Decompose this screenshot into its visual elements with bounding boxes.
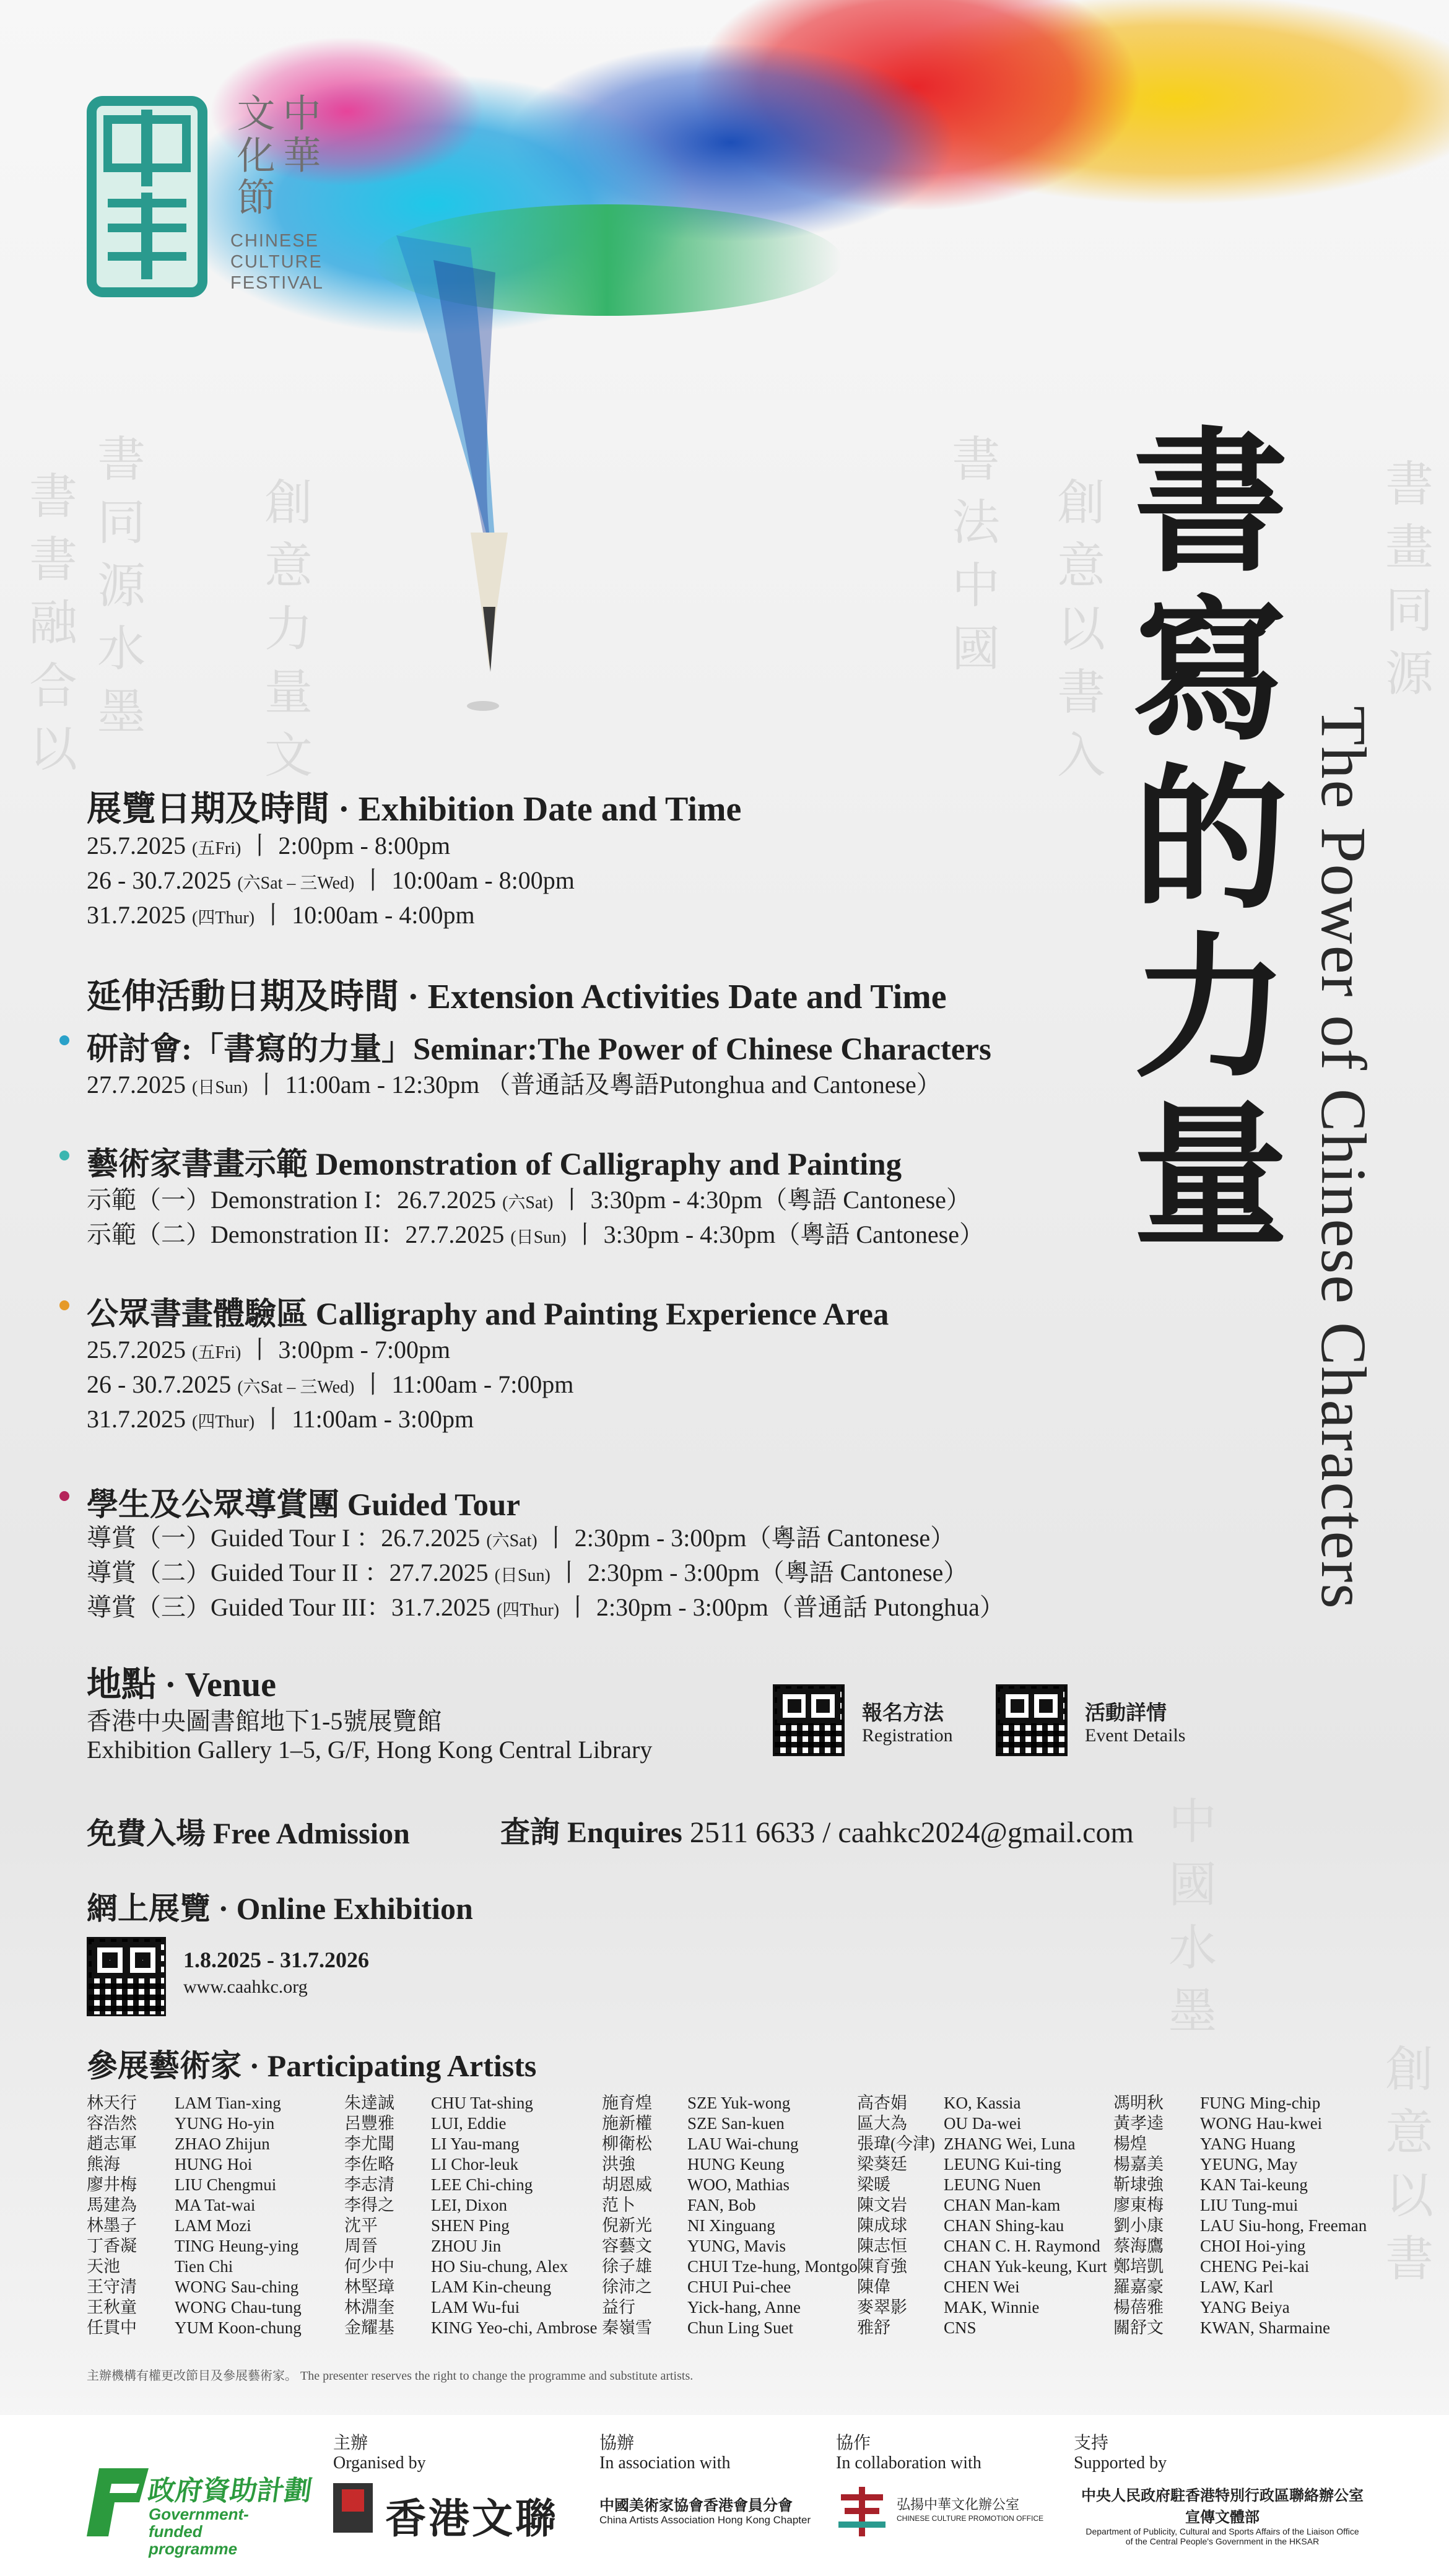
artist-column-cn: 朱達誠 呂豐雅 李尤聞 李佐略 李志清 李得之 沈平 周晉 何少中 林堅璋 林淵奎 金耀基 [344, 2094, 394, 2337]
festival-logo-seal [87, 96, 207, 297]
experience-row: 25.7.2025 (五Fri) 丨 3:00pm - 7:00pm [87, 1336, 451, 1364]
tour-title: 學生及公眾導賞團 Guided Tour [87, 1488, 520, 1523]
enquiries-label: 查詢 Enquires [500, 1816, 682, 1849]
main-title-english: The Power of Chinese Characters [1308, 706, 1379, 1610]
online-exhibition-dates: 1.8.2025 - 31.7.2026 [183, 1947, 369, 1972]
venue-english: Exhibition Gallery 1–5, G/F, Hong Kong Central Library [87, 1736, 653, 1764]
exhibition-row: 26 - 30.7.2025 (六Sat – 三Wed) 丨 10:00am - 8:00pm [87, 866, 575, 894]
exhibition-row: 25.7.2025 (五Fri) 丨 2:00pm - 8:00pm [87, 832, 451, 859]
seminar-detail: 27.7.2025 (日Sun) 丨 11:00am - 12:30pm （普通話及粵語Putonghua and Cantonese） [87, 1071, 941, 1099]
disclaimer: 主辦機構有權更改節目及參展藝術家。 The presenter reserves the right to change the programme and substitute artists. [87, 2369, 694, 2383]
seminar-bullet [59, 1035, 69, 1045]
gov-programme-cn: 政府資助計劃 [146, 2476, 314, 2506]
extension-heading: 延伸活動日期及時間 · Extension Activities Date and Time [87, 978, 947, 1016]
collaboration-name-cn: 弘揚中華文化辦公室 [897, 2497, 1020, 2512]
background-glyph-column: 中國水墨 [1162, 1796, 1216, 2048]
demo-row: 示範（一）Demonstration I：26.7.2025 (六Sat) 丨 3:30pm - 4:30pm（粵語 Cantonese） [87, 1186, 971, 1214]
association-label: 協辦 In association with [599, 2434, 731, 2473]
organiser-name: 香港文聯 [385, 2497, 559, 2542]
artists-heading: 參展藝術家 · Participating Artists [87, 2048, 537, 2083]
online-exhibition-qr-code[interactable] [87, 1937, 166, 2016]
enquiries-value[interactable]: 2511 6633 / caahkc2024@gmail.com [689, 1816, 1134, 1849]
association-name-cn: 中國美術家協會香港會員分會 [599, 2498, 793, 2514]
background-glyph-column: 書同源水墨 [90, 433, 144, 749]
experience-title: 公眾書畫體驗區 Calligraphy and Painting Experience Area [87, 1297, 889, 1332]
registration-qr-code[interactable] [773, 1684, 845, 1756]
free-admission: 免費入場 Free Admission [87, 1817, 410, 1850]
experience-row: 26 - 30.7.2025 (六Sat – 三Wed) 丨 11:00am - 7:00pm [87, 1370, 574, 1398]
venue-heading: 地點 · Venue [87, 1666, 276, 1704]
experience-row: 31.7.2025 (四Thur) 丨 11:00am - 3:00pm [87, 1405, 474, 1433]
exhibition-row: 31.7.2025 (四Thur) 丨 10:00am - 4:00pm [87, 901, 475, 929]
demo-title: 藝術家書畫示範 Demonstration of Calligraphy and Painting [87, 1147, 902, 1182]
logo-chinese-text: 中華 文化節 [231, 93, 319, 219]
event-details-qr-code[interactable] [996, 1684, 1068, 1756]
background-glyph-column: 創意力量文 [258, 477, 311, 793]
background-glyph-column: 創意以書 [1378, 2043, 1432, 2296]
artist-column-cn: 馮明秋 黃孝逵 楊煌 楊嘉美 靳埭強 廖東梅 劉小康 蔡海鷹 鄭培凱 羅嘉豪 楊蓓雅 關舒文 [1113, 2094, 1164, 2337]
exhibition-heading: 展覽日期及時間 · Exhibition Date and Time [87, 790, 742, 829]
gov-programme-en: Government-funded programme [149, 2505, 249, 2558]
background-glyph-column: 書畫同源 [1378, 458, 1432, 711]
collaboration-logo-icon [836, 2486, 888, 2538]
association-name-en: China Artists Association Hong Kong Chapter [599, 2514, 811, 2526]
background-glyph-column: 書法中國 [945, 433, 999, 686]
government-funded-logo [80, 2456, 314, 2558]
event-details-label-cn: 活動詳情 [1085, 1702, 1167, 1725]
venue-chinese: 香港中央圖書館地下1-5號展覽館 [87, 1707, 442, 1735]
organiser-mark-icon [333, 2483, 373, 2533]
experience-bullet [59, 1300, 69, 1310]
tour-bullet [59, 1491, 69, 1501]
collaboration-name-en: CHINESE CULTURE PROMOTION OFFICE [897, 2514, 1044, 2523]
artist-column-en: KO, Kassia OU Da-wei ZHANG Wei, Luna LEUNG Kui-ting LEUNG Nuen CHAN Man-kam CHAN Shing-kau CHAN C. H. Raymond CHAN Yuk-keung, Kurt CHEN Wei MAK, Winnie CNS [944, 2094, 1107, 2337]
supporter-block: 中央人民政府駐香港特別行政區聯絡辦公室 宣傳文體部 Department of Publicity, Cultural and Sports Affairs of the Liaison Office of the Central People's Government in the HKSAR [1081, 2488, 1364, 2546]
demo-row: 示範（二）Demonstration II：27.7.2025 (日Sun) 丨 3:30pm - 4:30pm（粵語 Cantonese） [87, 1221, 985, 1248]
online-exhibition-heading: 網上展覽 · Online Exhibition [87, 1891, 473, 1926]
artist-column-en: SZE Yuk-wong SZE San-kuen LAU Wai-chung HUNG Keung WOO, Mathias FAN, Bob NI Xinguang YUNG, Mavis CHUI Tze-hung, Montgo CHUI Pui-chee Yick-hang, Anne Chun Ling Suet [687, 2094, 858, 2337]
registration-label-cn: 報名方法 [862, 1702, 944, 1725]
artist-column-cn: 林天行 容浩然 趙志軍 熊海 廖井梅 馬建為 林墨子 丁香凝 天池 王守清 王秋童 任貫中 [87, 2094, 137, 2337]
registration-label-en: Registration [862, 1725, 953, 1746]
enquiries [500, 1808, 1134, 1851]
tour-row: 導賞（三）Guided Tour III：31.7.2025 (四Thur) 丨 2:30pm - 3:00pm（普通話 Putonghua） [87, 1593, 1004, 1621]
collaboration-label: 協作 In collaboration with [836, 2434, 981, 2473]
artist-column-cn: 高杏娟 區大為 張瑋(今津) 梁葵廷 梁暖 陳文岩 陳成球 陳志恒 陳育強 陳偉 麥翠影 雅舒 [857, 2094, 935, 2337]
event-details-label-en: Event Details [1085, 1725, 1186, 1746]
tour-row: 導賞（一）Guided Tour I ：26.7.2025 (六Sat) 丨 2:30pm - 3:00pm（粵語 Cantonese） [87, 1524, 955, 1552]
tour-row: 導賞（二）Guided Tour II ：27.7.2025 (日Sun) 丨 2:30pm - 3:00pm（粵語 Cantonese） [87, 1559, 968, 1586]
footer-sponsors [0, 2415, 1449, 2576]
logo-english-text: CHINESE CULTURE FESTIVAL [230, 231, 324, 293]
supported-by-label: 支持 Supported by [1074, 2434, 1167, 2473]
demo-bullet [59, 1151, 69, 1160]
artist-column-en: LAM Tian-xing YUNG Ho-yin ZHAO Zhijun HUNG Hoi LIU Chengmui MA Tat-wai LAM Mozi TING Heung-ying Tien Chi WONG Sau-ching WONG Chau-tung YUM Koon-chung [175, 2094, 302, 2337]
artist-column-en: CHU Tat-shing LUI, Eddie LI Yau-mang LI Chor-leuk LEE Chi-ching LEI, Dixon SHEN Ping ZHOU Jin HO Siu-chung, Alex LAM Kin-cheung LAM Wu-fui KING Yeo-chi, Ambrose [431, 2094, 598, 2337]
organised-by-label: 主辦 Organised by [333, 2434, 426, 2473]
background-glyph-column: 書書融合以 [22, 471, 76, 786]
artist-column-en: FUNG Ming-chip WONG Hau-kwei YANG Huang YEUNG, May KAN Tai-keung LIU Tung-mui LAU Siu-hong, Freeman CHOI Hoi-ying CHENG Pei-kai LAW, Karl YANG Beiya KWAN, Sharmaine [1200, 2094, 1367, 2337]
artist-column-cn: 施育煌 施新權 柳衛松 洪強 胡恩威 范卜 倪新光 容藝文 徐子雄 徐沛之 益行 秦嶺雪 [602, 2094, 652, 2337]
main-title-chinese: 書 寫 的 力 量 [1133, 419, 1288, 1264]
background-glyph-column: 創意以書入 [1050, 477, 1104, 793]
online-exhibition-url[interactable]: www.caahkc.org [183, 1977, 308, 1997]
seminar-title: 研討會:「書寫的力量」Seminar:The Power of Chinese Characters [87, 1032, 991, 1067]
